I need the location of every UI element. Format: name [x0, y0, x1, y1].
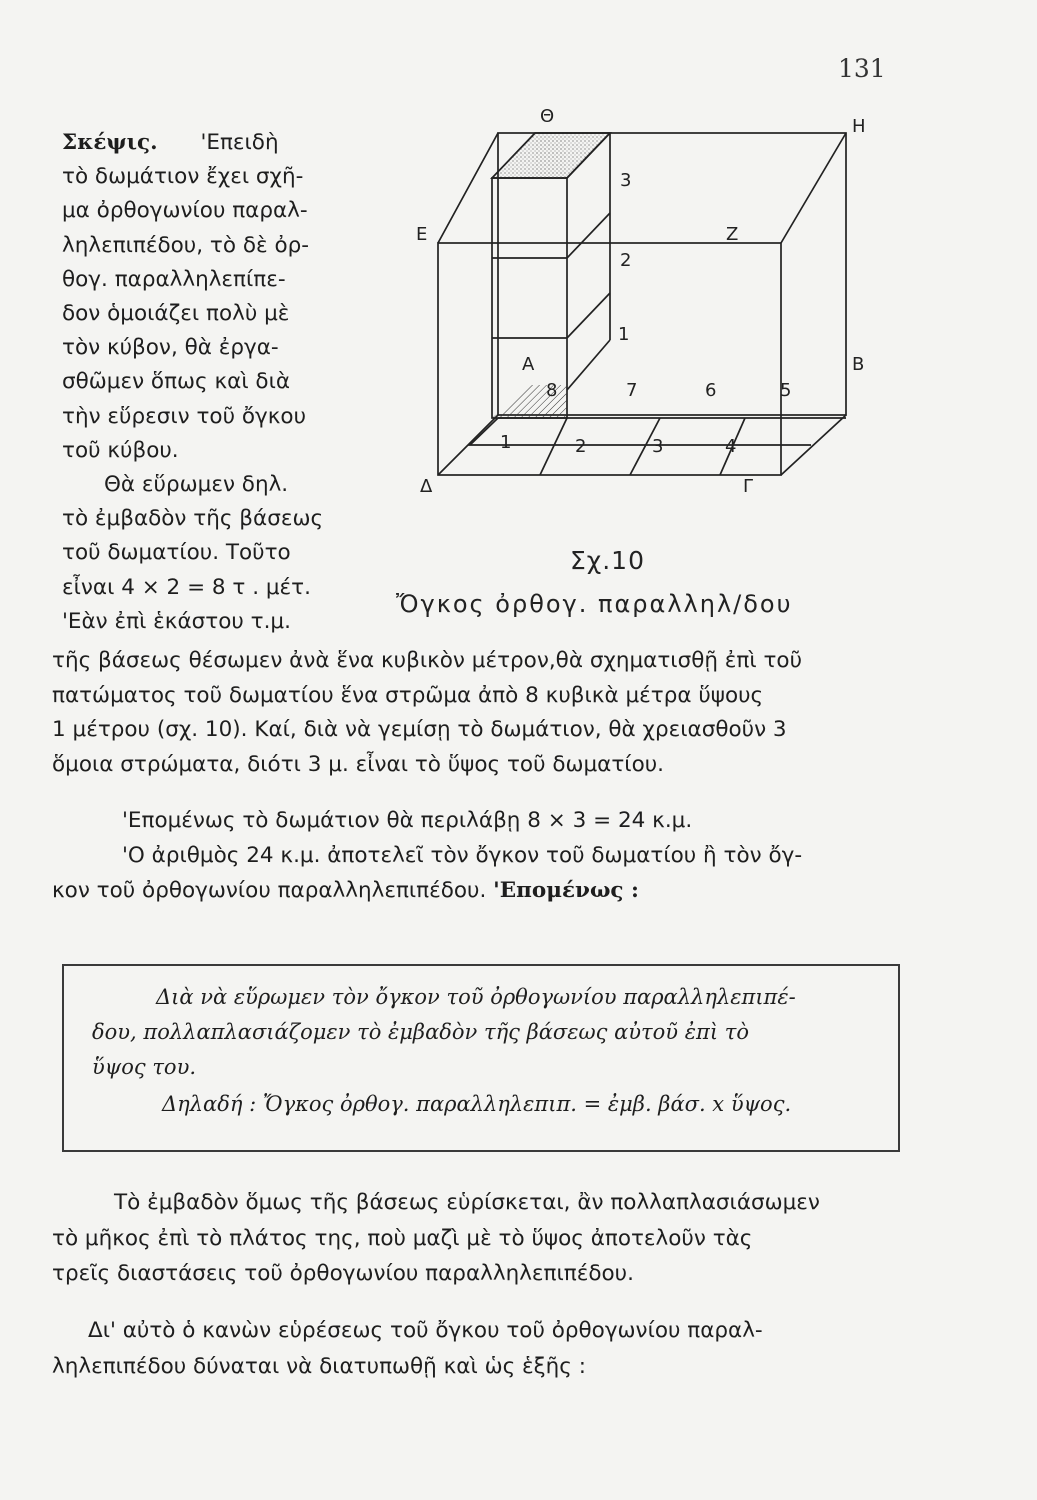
- text-line: τὸ μῆκος ἐπὶ τὸ πλάτος της, ποὺ μαζὶ μὲ τὸ ὕψος ἀποτελοῦν τὰς: [52, 1225, 753, 1251]
- label-epsilon: E: [416, 224, 428, 245]
- rule-box: [62, 964, 900, 1152]
- figure-svg: [400, 100, 880, 520]
- text-line: Δι' αὐτὸ ὁ κανὼν εὑρέσεως τοῦ ὄγκου τοῦ ὀρθογωνίου παραλ-: [88, 1318, 763, 1343]
- label-gamma: Γ: [743, 476, 754, 497]
- layer-number: 3: [620, 170, 632, 191]
- label-alpha: A: [522, 354, 535, 375]
- text-line: τρεῖς διαστάσεις τοῦ ὀρθογωνίου παραλληλεπιπέδου.: [52, 1261, 634, 1286]
- section-heading: Σκέψις.: [62, 130, 158, 155]
- sidebar-line: σθῶμεν ὅπως καὶ διὰ: [62, 369, 291, 395]
- sidebar-line: τὴν εὕρεσιν τοῦ ὄγκου: [62, 403, 307, 429]
- sidebar-line: τοῦ δωματίου. Τοῦτο: [62, 540, 291, 566]
- label-eta: H: [852, 116, 866, 137]
- rule-formula: Δηλαδή : Ὄγκος ὀρθογ. παραλληλεπιπ. = ἐμβ. βάσ. x ὕψος.: [162, 1092, 792, 1116]
- rule-line: δου, πολλαπλασιάζομεν τὸ ἐμβαδὸν τῆς βάσεως αὐτοῦ ἐπὶ τὸ: [92, 1020, 749, 1044]
- label-theta: Θ: [540, 106, 555, 127]
- rule-line: ὕψος του.: [92, 1055, 197, 1079]
- base-area-paragraph: [52, 1185, 907, 1292]
- rule-line: Διὰ νὰ εὕρωμεν τὸν ὄγκον τοῦ ὀρθογωνίου παραλληλεπιπέ-: [156, 985, 796, 1009]
- back-row-number: 5: [780, 380, 792, 401]
- text-line: πατώματος τοῦ δωματίου ἕνα στρῶμα ἀπὸ 8 κυβικὰ μέτρα ὕψους: [52, 682, 764, 708]
- sidebar-line: δον ὁμοιάζει πολὺ μὲ: [62, 301, 290, 327]
- sidebar-line-0: Σκέψις. 'Επειδὴ: [62, 130, 279, 155]
- front-row-number: 3: [652, 436, 664, 457]
- text-line: 'Ο ἀριθμὸς 24 κ.μ. ἀποτελεῖ τὸν ὄγκον τοῦ δωματίου ἢ τὸν ὄγ-: [122, 843, 803, 868]
- label-zeta: Z: [726, 224, 739, 245]
- front-row-number: 1: [500, 432, 512, 453]
- sidebar-text: [62, 126, 362, 639]
- text-line: Τὸ ἐμβαδὸν ὅμως τῆς βάσεως εὑρίσκεται, ἂν πολλαπλασιάσωμεν: [114, 1190, 820, 1215]
- text-line: τῆς βάσεως θέσωμεν ἀνὰ ἕνα κυβικὸν μέτρον,θὰ σχηματισθῇ ἐπὶ τοῦ: [52, 648, 803, 673]
- figure-title: Ὄγκος ὀρθογ. παραλληλ/δου: [396, 590, 793, 618]
- layer-number: 1: [618, 324, 630, 345]
- text-line: 'Επομένως τὸ δωμάτιον θὰ περιλάβῃ 8 × 3 = 24 κ.μ.: [122, 808, 693, 833]
- sidebar-line: εἶναι 4 × 2 = 8 τ . μέτ.: [62, 574, 311, 600]
- sidebar-line: τὸ δωμάτιον ἔχει σχῆ-: [62, 164, 304, 190]
- sidebar-line: ληλεπιπέδου, τὸ δὲ ὀρ-: [62, 232, 309, 258]
- label-beta: B: [852, 354, 865, 375]
- back-row-number: 7: [626, 380, 638, 401]
- text-line: κον τοῦ ὀρθογωνίου παραλληλεπιπέδου. 'Επομένως :: [52, 878, 639, 903]
- layer-number: 2: [620, 250, 632, 271]
- rule-restatement-paragraph: [52, 1313, 907, 1384]
- front-row-number: 4: [725, 436, 737, 457]
- parallelepiped-figure: [400, 100, 880, 520]
- back-row-number: 6: [705, 380, 717, 401]
- sidebar-line: τὸν κύβον, θὰ ἐργα-: [62, 335, 279, 361]
- front-row-number: 2: [575, 436, 587, 457]
- sidebar-line: Θὰ εὕρωμεν δηλ.: [104, 472, 289, 498]
- page-number: 131: [838, 54, 886, 83]
- text-line: ὅμοια στρώματα, διότι 3 μ. εἶναι τὸ ὕψος τοῦ δωματίου.: [52, 751, 665, 777]
- continuation-paragraph: [52, 644, 907, 782]
- sidebar-line: θογ. παραλληλεπίπε-: [62, 266, 286, 292]
- sidebar-line: 'Εὰν ἐπὶ ἑκάστου τ.μ.: [62, 608, 291, 634]
- therefore-bold: 'Επομένως :: [493, 878, 639, 903]
- text-line: 1 μέτρου (σχ. 10). Καί, διὰ νὰ γεμίσῃ τὸ δωμάτιον, θὰ χρειασθοῦν 3: [52, 717, 787, 742]
- figure-caption: Σχ.10: [570, 546, 645, 575]
- sidebar-line: μα ὀρθογωνίου παραλ-: [62, 198, 308, 224]
- back-row-number: 8: [546, 380, 558, 401]
- result-paragraph: [52, 803, 907, 908]
- label-delta: Δ: [420, 476, 433, 497]
- sidebar-line: τὸ ἐμβαδὸν τῆς βάσεως: [62, 506, 324, 532]
- sidebar-line: τοῦ κύβου.: [62, 437, 179, 463]
- text-line: ληλεπιπέδου δύναται νὰ διατυπωθῇ καὶ ὡς ἑξῆς :: [52, 1353, 586, 1379]
